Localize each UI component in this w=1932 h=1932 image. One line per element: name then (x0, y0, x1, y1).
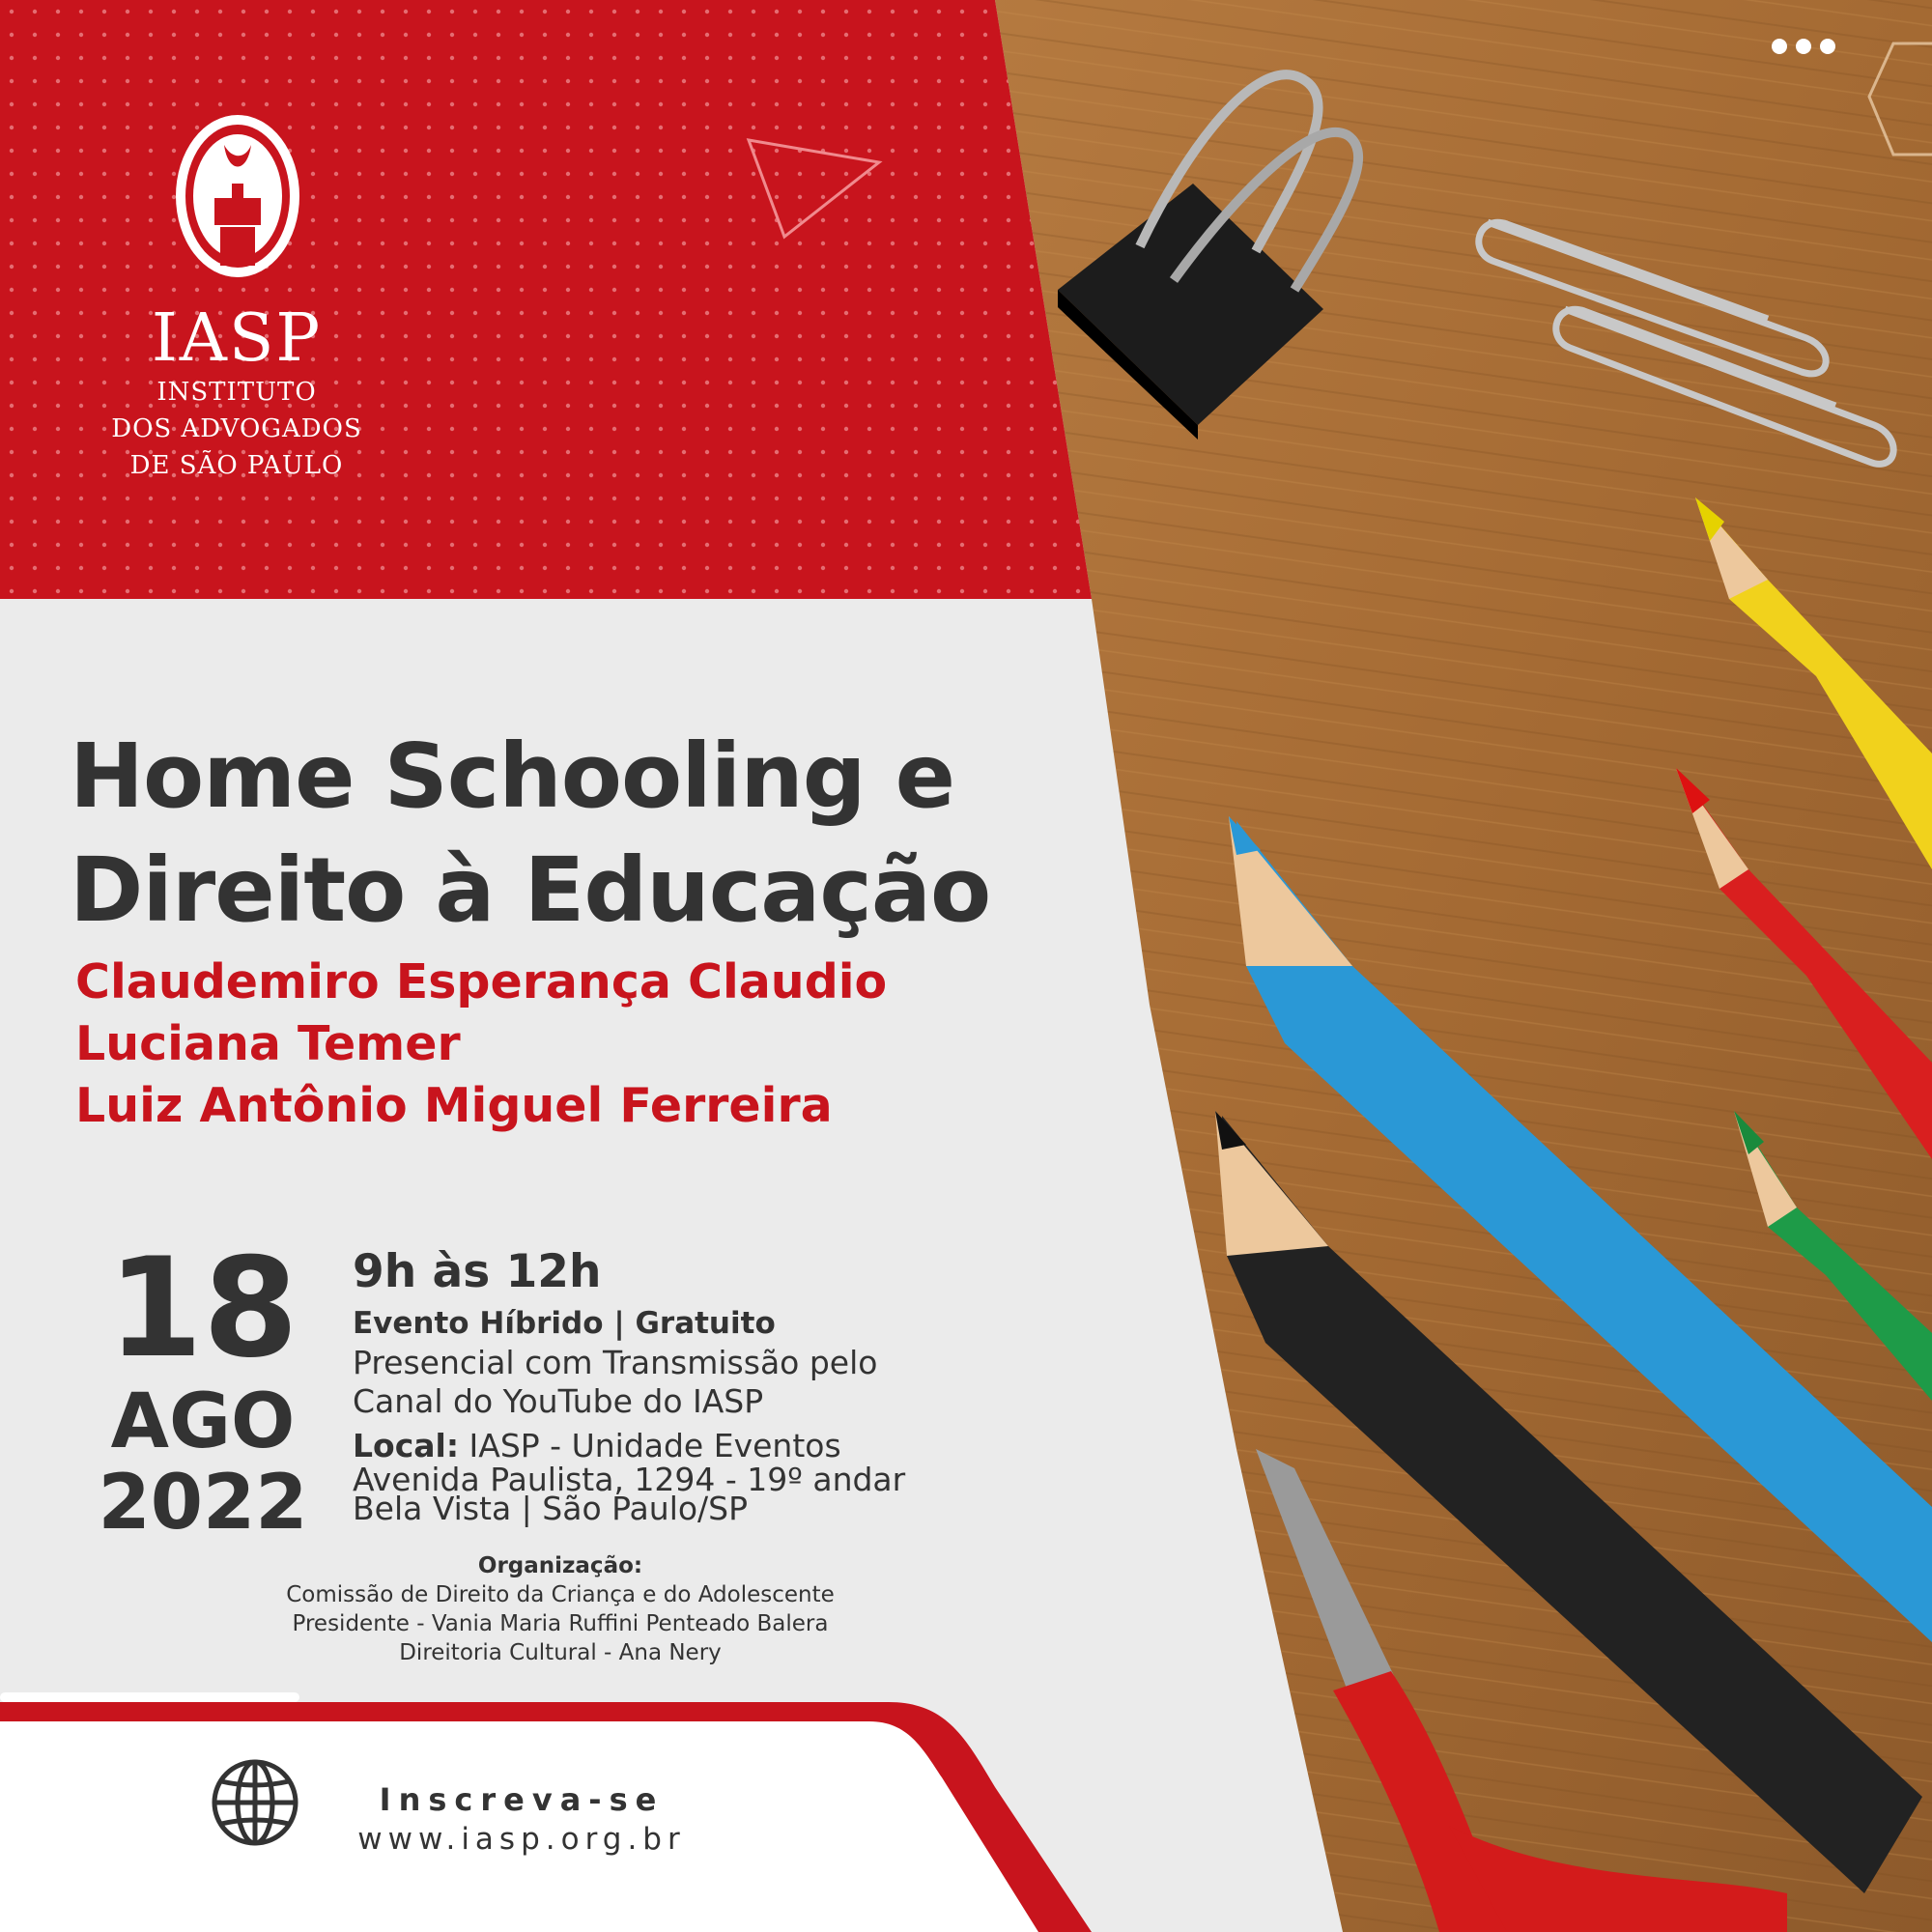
organization-line-1: Comissão de Direito da Criança e do Adolescente (286, 1582, 835, 1607)
speaker-name: Claudemiro Esperança Claudio (75, 954, 888, 1009)
globe-icon (214, 1762, 296, 1843)
date-day: 18 (107, 1229, 298, 1388)
event-info (353, 1241, 932, 1527)
brand-line-3: DE SÃO PAULO (129, 451, 344, 480)
address-line-2: Bela Vista | São Paulo/SP (353, 1490, 749, 1527)
brand-block (106, 300, 367, 484)
event-title (70, 720, 1036, 948)
iasp-seal-logo (176, 115, 299, 277)
signup-label[interactable]: Inscreva-se (379, 1781, 665, 1818)
speakers-list (75, 952, 993, 1137)
event-time: 9h às 12h (353, 1245, 602, 1298)
event-type: Evento Híbrido | Gratuito (353, 1306, 776, 1341)
more-dots-icon (1770, 37, 1837, 56)
bottom-accent-bar (0, 1692, 299, 1702)
event-title-line-2: Direito à Educação (70, 838, 991, 942)
event-title-line-1: Home Schooling e (70, 724, 955, 828)
brand-line-2: DOS ADVOGADOS (111, 414, 362, 443)
location-value: IASP - Unidade Eventos (459, 1427, 841, 1464)
location-label: Local: (353, 1427, 460, 1464)
organization-line-2: Presidente - Vania Maria Ruffini Penteado Balera (292, 1611, 829, 1636)
event-location (353, 1427, 932, 1465)
event-format-line-1: Presencial com Transmissão pelo (353, 1344, 878, 1381)
organization-block (232, 1551, 889, 1667)
signup-url-link[interactable]: www.iasp.org.br (357, 1822, 686, 1857)
speaker-name: Luciana Temer (75, 1016, 461, 1071)
signup-call-to-action[interactable] (328, 1779, 715, 1859)
address-line-1: Avenida Paulista, 1294 - 19º andar (353, 1461, 906, 1498)
organization-title: Organização: (477, 1553, 643, 1578)
brand-name: IASP (151, 300, 323, 377)
event-date (87, 1229, 319, 1547)
event-format-line-2: Canal do YouTube do IASP (353, 1382, 764, 1420)
date-year: 2022 (98, 1460, 308, 1547)
speaker-name: Luiz Antônio Miguel Ferreira (75, 1078, 833, 1133)
organization-line-3: Direitoria Cultural - Ana Nery (399, 1640, 722, 1665)
brand-line-1: INSTITUTO (156, 378, 317, 407)
red-header (0, 0, 1092, 599)
date-month: AGO (110, 1378, 296, 1465)
desk-photo (966, 0, 1932, 1932)
